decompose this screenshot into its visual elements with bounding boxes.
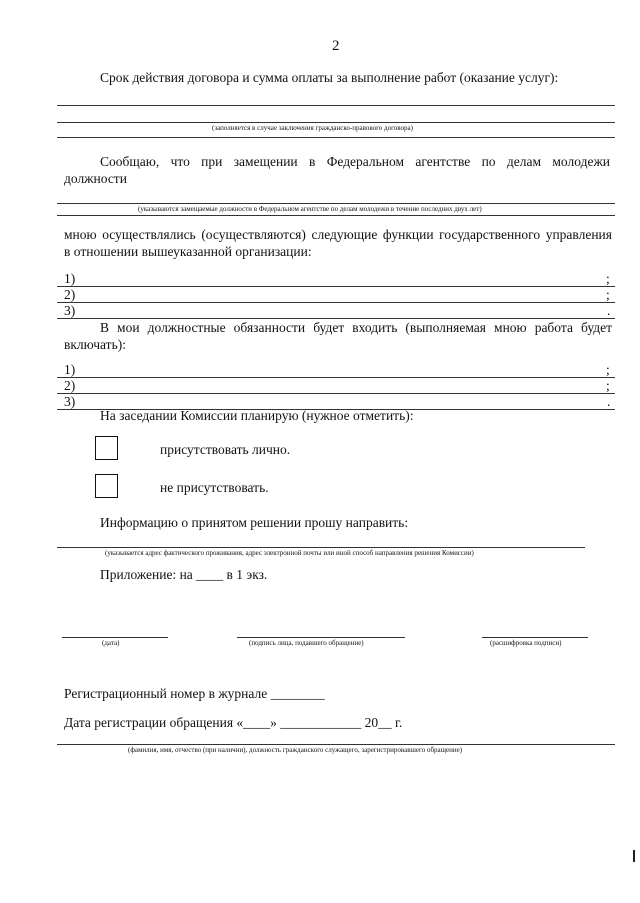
duties-item-2-num: 2) (64, 378, 76, 393)
functions-item-3-end: . (607, 303, 611, 318)
duties-item-2-end: ; (606, 378, 610, 393)
page-number: 2 (332, 38, 340, 54)
duties-item-1-line (57, 377, 615, 378)
functions-item-1-num: 1) (64, 271, 76, 286)
scan-mark (633, 850, 635, 862)
info-note: (указывается адрес фактического проживания, адрес электронной почты или иной способ направления решения Комиссии) (105, 549, 474, 557)
contract-note: (заполняется в случае заключения гражданско-правового договора) (212, 124, 413, 132)
functions-item-3-line (57, 318, 615, 319)
signature-label: (подпись лица, подавшего обращение) (249, 639, 364, 647)
checkbox-attend-in-person[interactable] (95, 436, 118, 460)
positions-note: (указываются замещаемые должности в Федеральном агентстве по делам молодежи в течение последних двух лет) (138, 205, 482, 213)
functions-line-2: в отношении вышеуказанной организации: (64, 244, 312, 259)
info-line (57, 547, 585, 548)
duties-line-1: В мои должностные обязанности будет входить (выполняемая мною работа будет (100, 320, 612, 335)
duties-item-1-end: ; (606, 362, 610, 377)
functions-item-1-line (57, 286, 615, 287)
functions-item-2-num: 2) (64, 287, 76, 302)
registration-line (57, 744, 615, 745)
registration-date: Дата регистрации обращения «____» ____________ 20__ г. (64, 715, 403, 730)
duties-item-2-line (57, 393, 615, 394)
signature-line (237, 637, 405, 638)
duties-item-1-num: 1) (64, 362, 76, 377)
date-line (62, 637, 168, 638)
checkbox-not-attend[interactable] (95, 474, 118, 498)
duties-item-3-num: 3) (64, 394, 76, 409)
registration-note: (фамилия, имя, отчество (при наличии), должность гражданского служащего, зарегистрировавшего обращение) (128, 746, 463, 754)
info-heading: Информацию о принятом решении прошу направить: (100, 515, 409, 530)
functions-item-2-end: ; (606, 287, 610, 302)
positions-line-2 (57, 215, 615, 216)
attachment-text: Приложение: на ____ в 1 экз. (100, 567, 268, 582)
decoding-line (482, 637, 588, 638)
option-attend-in-person: присутствовать лично. (160, 442, 291, 457)
registration-number: Регистрационный номер в журнале ________ (64, 686, 325, 701)
contract-heading: Срок действия договора и сумма оплаты за выполнение работ (оказание услуг): (100, 70, 559, 85)
duties-line-2: включать): (64, 337, 126, 352)
functions-line-1: мною осуществлялись (осуществляются) следующие функции государственного управления (64, 227, 612, 242)
contract-line-1 (57, 105, 615, 106)
commission-heading: На заседании Комиссии планирую (нужное отметить): (100, 408, 414, 423)
positions-line (57, 203, 615, 204)
contract-line-3 (57, 137, 615, 138)
positions-line-1: Сообщаю, что при замещении в Федеральном агентстве по делам молодежи (100, 154, 610, 169)
date-label: (дата) (102, 639, 120, 647)
positions-line-2: должности (64, 171, 127, 186)
option-not-attend: не присутствовать. (160, 480, 269, 495)
decoding-label: (расшифровка подписи) (490, 639, 562, 647)
duties-item-3-end: . (607, 394, 611, 409)
functions-item-3-num: 3) (64, 303, 76, 318)
contract-line-2 (57, 122, 615, 123)
functions-item-1-end: ; (606, 271, 610, 286)
functions-item-2-line (57, 302, 615, 303)
